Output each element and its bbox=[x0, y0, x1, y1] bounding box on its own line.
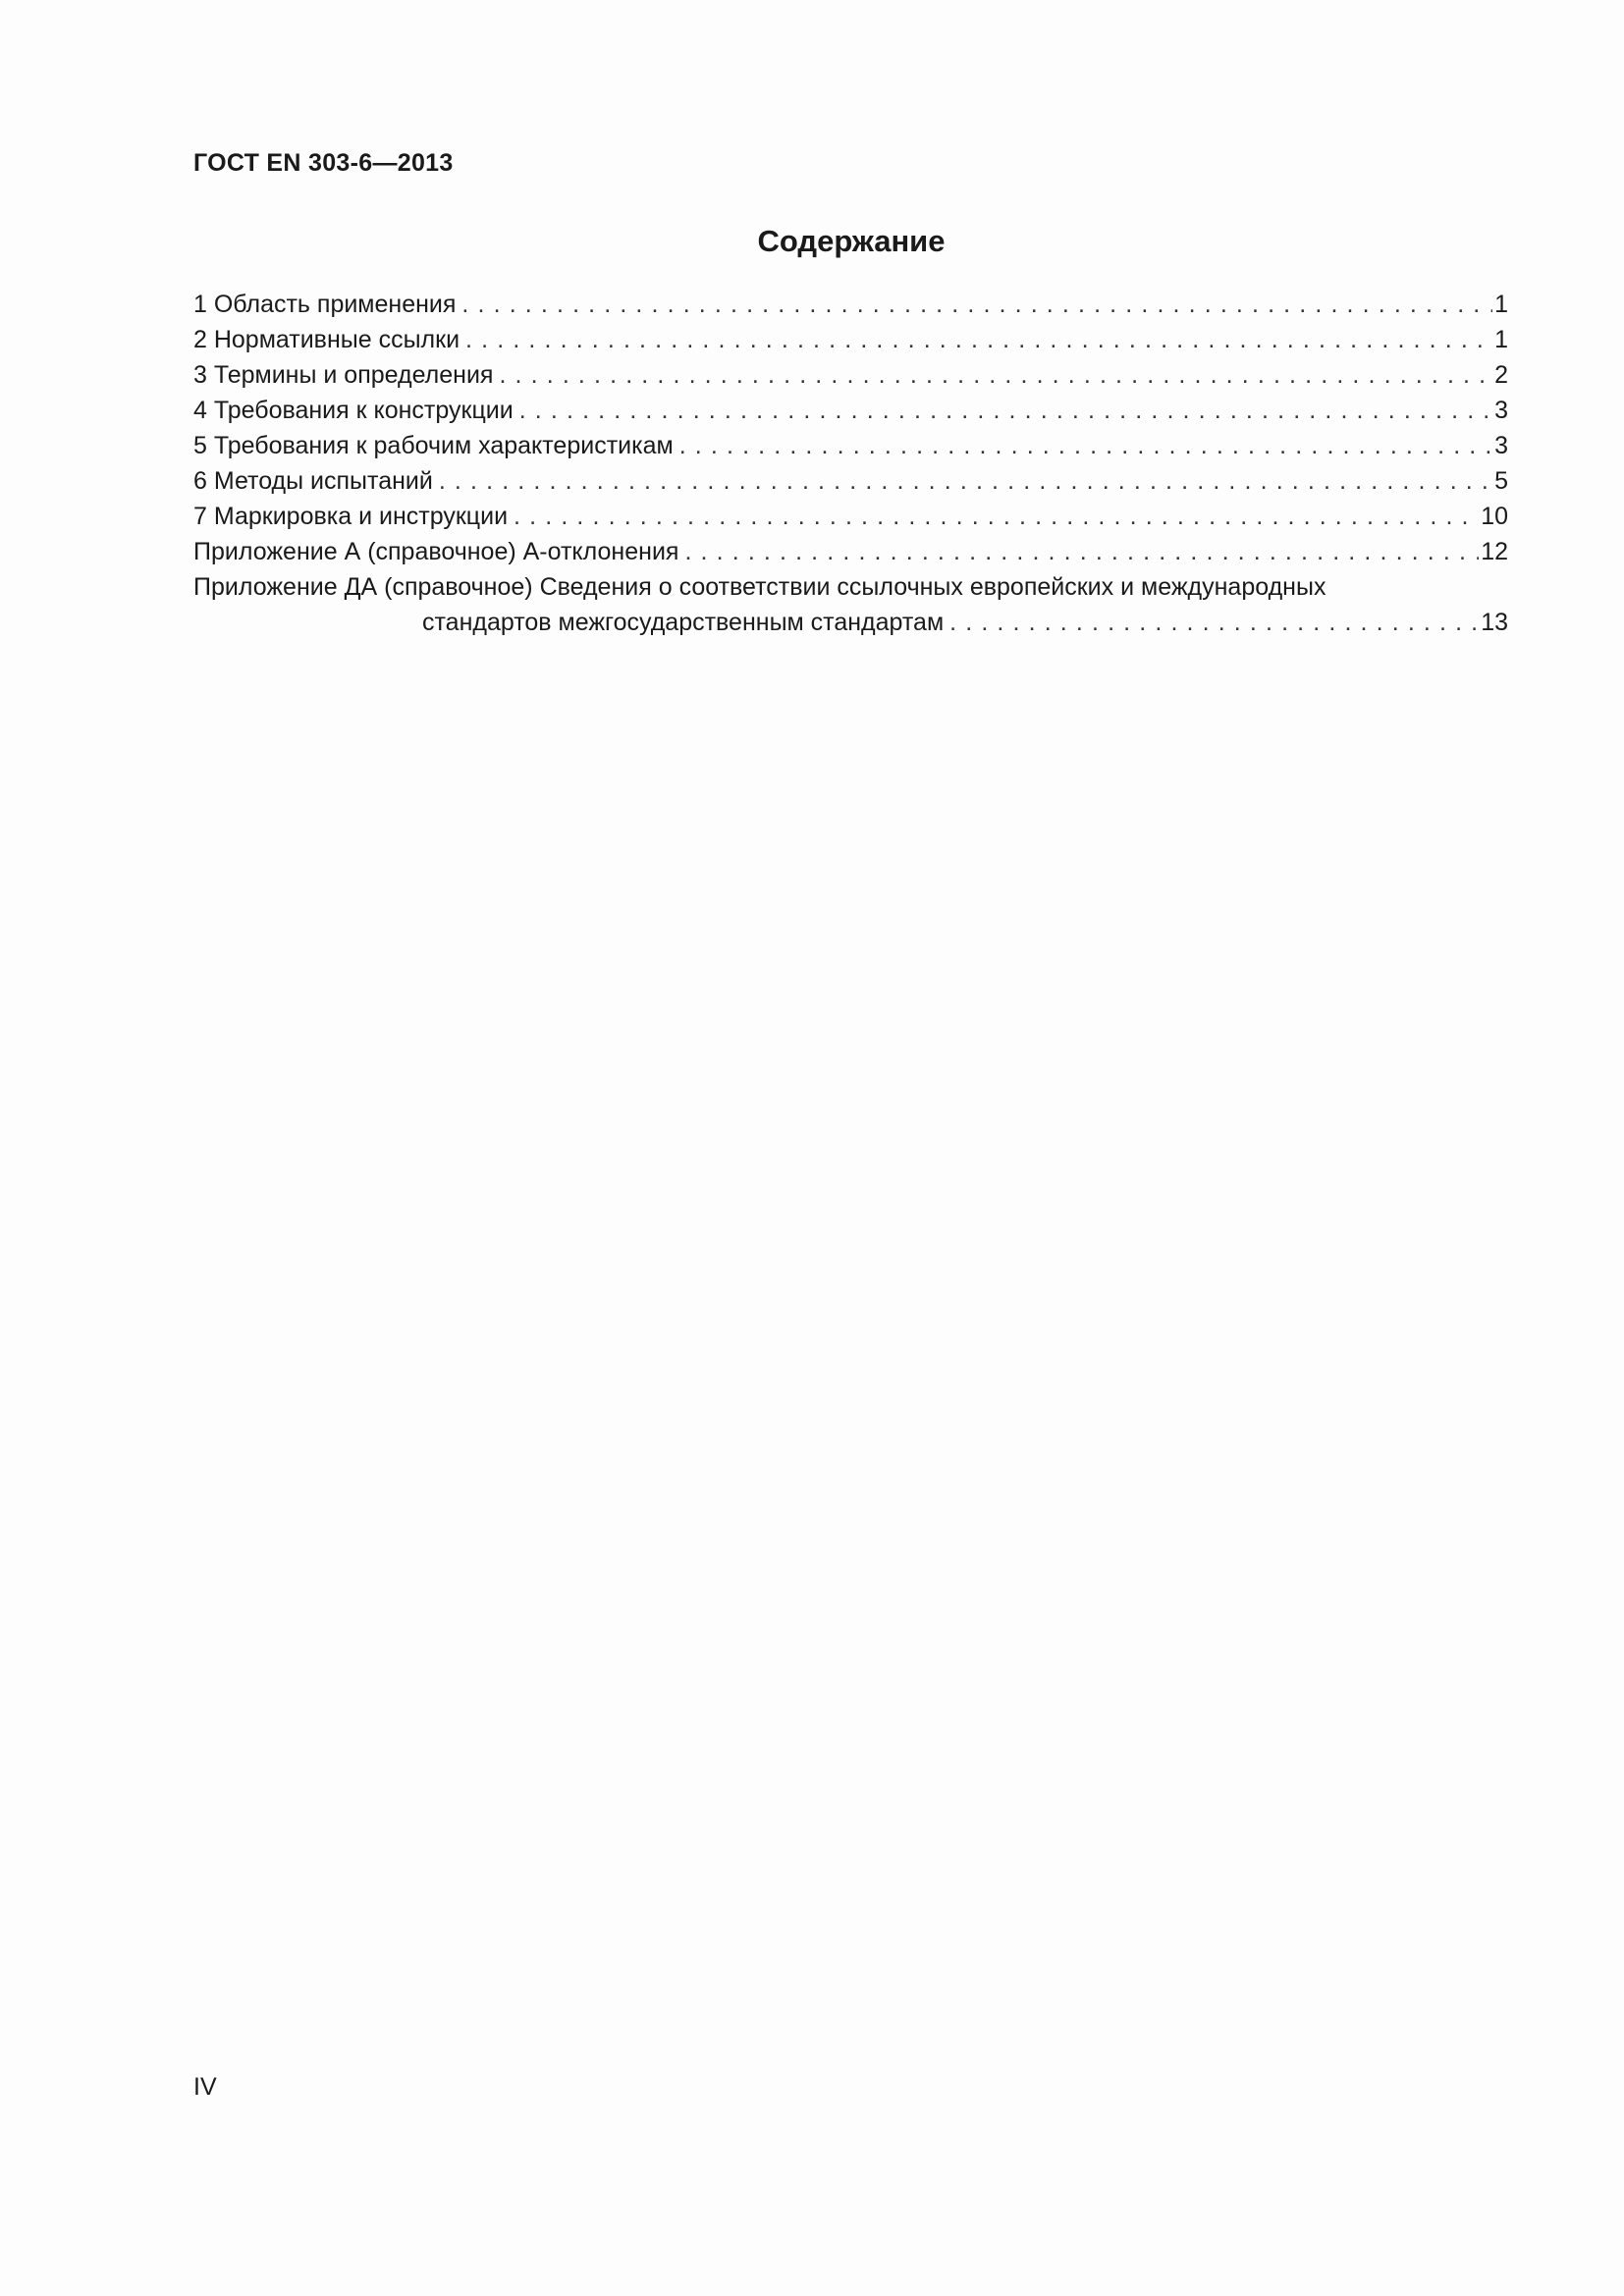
toc-entry-page: 1 bbox=[1494, 291, 1508, 318]
toc-entry-label: 6 Методы испытаний bbox=[193, 467, 433, 495]
toc-leader-dots bbox=[439, 463, 1492, 499]
toc-entry-page: 10 bbox=[1481, 503, 1508, 530]
toc-leader-dots bbox=[679, 428, 1492, 463]
toc-entry-label-line2: стандартов межгосударственным стандартам bbox=[422, 609, 945, 636]
toc-leader-dots bbox=[465, 322, 1492, 357]
toc-entry-page: 2 bbox=[1494, 361, 1508, 389]
toc-title: Содержание bbox=[757, 224, 946, 258]
document-code: ГОСТ EN 303-6—2013 bbox=[193, 149, 454, 177]
table-of-contents bbox=[193, 287, 1508, 640]
toc-entry-page: 5 bbox=[1494, 467, 1508, 495]
toc-entry-4[interactable] bbox=[193, 393, 1508, 428]
toc-leader-dots bbox=[519, 393, 1492, 428]
toc-entry-page: 3 bbox=[1494, 397, 1508, 424]
toc-entry-1[interactable] bbox=[193, 287, 1508, 322]
toc-leader-dots bbox=[514, 499, 1479, 534]
toc-entry-label: 3 Термины и определения bbox=[193, 361, 494, 389]
toc-entry-page: 3 bbox=[1494, 432, 1508, 459]
toc-entry-label-line1: Приложение ДА (справочное) Сведения о соответствии ссылочных европейских и международных bbox=[193, 573, 1326, 601]
toc-entry-label: Приложение А (справочное) А-отклонения bbox=[193, 538, 679, 565]
toc-entry-label: 4 Требования к конструкции bbox=[193, 397, 514, 424]
toc-entry-label: 5 Требования к рабочим характеристикам bbox=[193, 432, 674, 459]
toc-entry-2[interactable] bbox=[193, 322, 1508, 357]
page-number: IV bbox=[193, 2073, 217, 2101]
toc-entry-continuation bbox=[193, 605, 1508, 640]
toc-entry-label: 1 Область применения bbox=[193, 291, 457, 318]
toc-entry-label: 7 Маркировка и инструкции bbox=[193, 503, 509, 530]
toc-entry-6[interactable] bbox=[193, 463, 1508, 499]
toc-entry-7[interactable] bbox=[193, 499, 1508, 534]
toc-entry-page: 12 bbox=[1481, 538, 1508, 565]
toc-entry-5[interactable] bbox=[193, 428, 1508, 463]
toc-entry-page: 13 bbox=[1481, 609, 1508, 636]
toc-leader-dots bbox=[949, 605, 1479, 640]
toc-entry-page: 1 bbox=[1494, 326, 1508, 353]
toc-leader-dots bbox=[684, 534, 1479, 569]
toc-leader-dots bbox=[461, 287, 1492, 322]
toc-entry-label: 2 Нормативные ссылки bbox=[193, 326, 460, 353]
toc-entry-appendix-a[interactable] bbox=[193, 534, 1508, 569]
toc-leader-dots bbox=[499, 357, 1492, 393]
toc-entry-3[interactable] bbox=[193, 357, 1508, 393]
toc-entry-appendix-da[interactable] bbox=[193, 569, 1508, 640]
